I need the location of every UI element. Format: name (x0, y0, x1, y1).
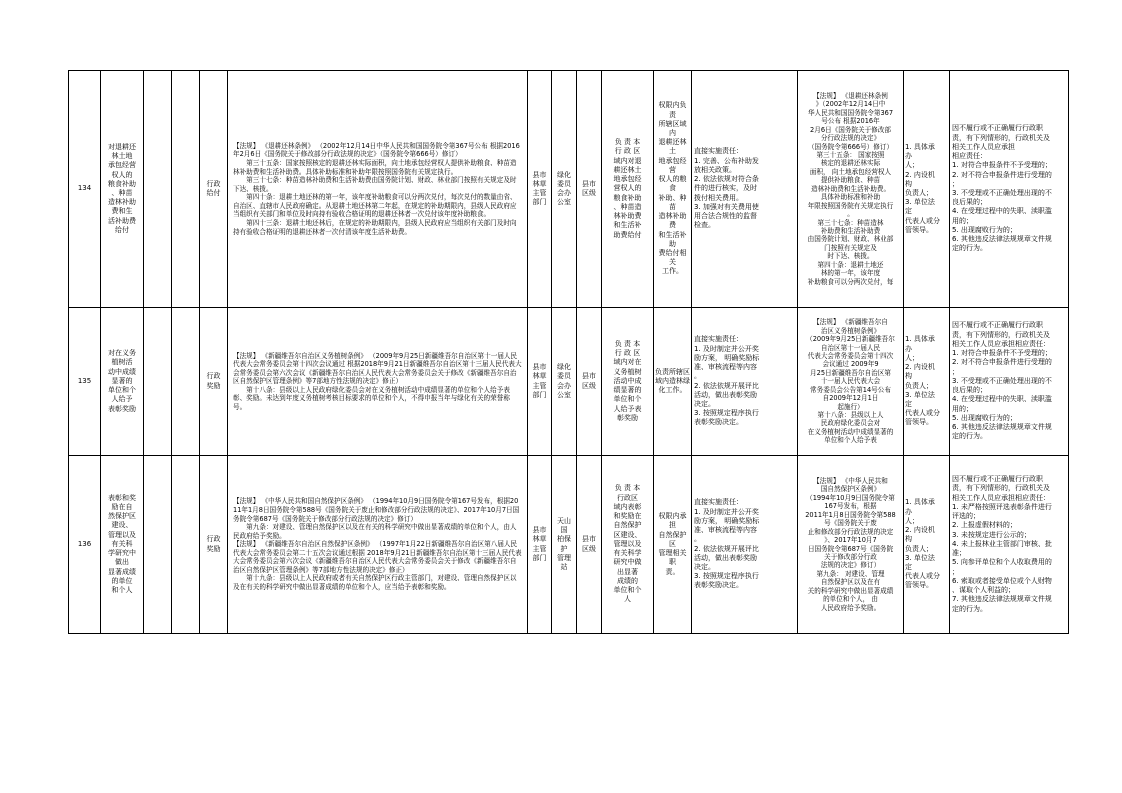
exercise-level: 县市 区级 (577, 456, 602, 634)
accountability-situations: 因不履行或不正确履行行政职 责，有下列情形的，行政机关及 相关工作人员应承担相应责任： 1. 对符合申报条件不予受理的； 2. 对不符合申报条件进行受理的 ； 3. 不受理或不正确处理出现的不 良后果的； 4. 在受理过程中的失职、渎职滥 用的； 5. 出现腐败行为的； 6. 其他违反法律法规规章文件规 定的行为。 (950, 308, 1069, 456)
responsible-subject: 1. 具体承 办 人； 2. 内设机 构 负责人； 3. 单位法 定 代表人或分 管领导。 (904, 308, 950, 456)
accountability-situations: 因不履行或不正确履行行政职 责，有下列情形的，行政机关及 相关工作人员应承担相应责任： 1. 未严格按照评选表彰条件进行 评选的； 2. 上报虚假材料的； 3. 未按规定进行公示的； 4. 未上报林业主管部门审核、批 准； 5. 向参评单位和个人收取费用的 ； 6. 索取或者接受单位或个人财物 、谋取个人利益的； 7. 其他违反法律法规规章文件规 定的行为。 (950, 456, 1069, 634)
table-row (69, 71, 1069, 308)
duty-matters: 直接实施责任： 1. 及时制定并公开奖 励方案， 明确奖励标 准、审核流程等内容 。 2. 依法依规开展评比 活动，做出表彰奖励 决定。 3. 按照规定程序执行 表彰奖励决定。 (692, 456, 798, 634)
accountability-situations: 因不履行或不正确履行行政职 责，有下列情形的，行政机关及 相关工作人员应承担 相应责任： 1. 对符合申报条件不予受理的； 2. 对不符合申报条件进行受理的 ； 3. 不受理或不正确处理出现的不 良后果的； 4. 在受理过程中的失职、渎职滥 用的； 5. 出现腐败行为的； 6. 其他违反法律法规规章文件规 定的行为。 (950, 71, 1069, 308)
duty-matters: 直接实施责任： 1. 及时制定并公开奖 励方案， 明确奖励标 准、审核流程等内容 。 2. 依法依规开展评比 活动，做出表彰奖励 决定。 3. 按照规定程序执行 表彰奖励决定。 (692, 308, 798, 456)
duty-basis: 【法规】 《中华人民共和 国自然保护区条例》 （1994年10月9日国务院令第 167号发布，根据 2011年1月8日国务院令第588 号《国务院关于废 止和修改部分行政法规的决定 》、2017年10月7 日国务院令第687号《国务院 关于修改部分行政 法规的决定》修订） 第九条： 对建设、管理 自然保护区以及在有 关的科学研究中做出显著成绩 的单位和个人， 由 人民政府给予奖励。 (798, 456, 904, 634)
power-content: 负 责 本 行 政 区 域内对退 耕还林土 地承包经 营权人的 粮食补助 、种苗造 林补助费 和生活补 助费给付 (602, 71, 654, 308)
item-type: 行政 奖励 (200, 456, 228, 634)
power-list-table (68, 70, 1069, 634)
row-number: 136 (69, 456, 101, 634)
legal-basis: 【法规】 《退耕还林条例》 （2002年12月14日中华人民共和国国务院令第367号公布 根据2016年2月6日《国务院关于修改部分行政法规的决定》（国务院令第666号）修订） 第三十五条：国家按照核定的退耕还林实际面积，向土地承包经营权人提供补助粮食、种苗造林补助费和生活补助费。具体补助标准和补助年限按照国务院有关规定执行。 第三十七条：种苗造林补助费和生活补助费由国务院计划、财政、林业部门按照有关规定及时下达、核拨。 第四十条：退耕土地还林的第一年，该年度补助粮食可以分两次兑付，每次兑付的数量由省、自治区、直辖市人民政府确定。从退耕土地还林第二年起，在规定的补助期限内，县级人民政府应当组织有关部门和单位及时向持有验收合格证明的退耕还林者一次兑付该年度补助粮食。 第四十三条：退耕土地还林后，在规定的补助期限内，县级人民政府应当组织有关部门及时向持有验收合格证明的退耕还林者一次付清该年度生活补助费。 (228, 71, 528, 308)
blank-cell (172, 456, 200, 634)
row-number: 134 (69, 71, 101, 308)
table-row (69, 308, 1069, 456)
item-name: 表彰和奖 励在自 然保护区 建设、 管理以及 有关科 学研究中 做出 显著成绩 的单位 和个人 (101, 456, 144, 634)
table-row (69, 456, 1069, 634)
item-name: 对在义务 植树活 动中成绩 显著的 单位和个 人给予 表彰奖励 (101, 308, 144, 456)
implementing-unit: 天山 国 柏保 护 管理 站 (552, 456, 577, 634)
sub-item (144, 71, 172, 308)
authority-scope: 权限内负 责 所辖区域 内 退耕还林 土 地承包经 营 权人的粮 食 补助、种 苗 造林补助 费 和生活补 助 费给付相 关 工作。 (654, 71, 692, 308)
exercise-level: 县市 区级 (577, 71, 602, 308)
power-content: 负 责 本 行政区 域内表彰 和奖励在 自然保护 区建设、 管理以及 有关科学 研究中做 出显著 成绩的 单位和个 人 (602, 456, 654, 634)
responsible-department: 县市 林草 主管 部门 (528, 456, 552, 634)
exercise-level: 县市 区级 (577, 308, 602, 456)
authority-scope: 权限内承 担 自然保护 区 管理相关 职 责。 (654, 456, 692, 634)
duty-basis: 【法规】 《新疆维吾尔自 治区义务植树条例》 （2009年9月25日新疆维吾尔 自治区第十一届人民 代表大会常务委员会第十四次 会议通过 2009年9 月25日新疆维吾尔自治区第 十一届人民代表大会 常务委员会公告第14号公布 自2009年12月1日 起施行） 第十八条：县级以上人 民政府绿化委员会对 在义务植树活动中成绩显著的 单位和个人给予表 (798, 308, 904, 456)
duty-basis: 【法规】 《退耕还林条例 》（2002年12月14日中 华人民共和国国务院令第367 号公布 根据2016年 2月6日《国务院关于修改部 分行政法规的决定》 （国务院令第666号）修订） 第三十五条： 国家按照 核定的退耕还林实际 面积， 向土地承包经营权人 提供补助粮食、种苗 造林补助费和生活补助费。 具体补助标准和补助 年限按照国务院有关规定执行 。 第三十七条：种苗造林 补助费和生活补助费 由国务院计划、财政、林业部 门按照有关规定及 时下达、核拨。 第四十条：退耕土地还 林的第一年，该年度 补助粮食可以分两次兑付，每 (798, 71, 904, 308)
item-name: 对退耕还 林土地 承包经营 权人的 粮食补助 、种苗 造林补助 费和生 活补助费 给付 (101, 71, 144, 308)
power-content: 负 责 本 行 政 区 域内对在 义务植树 活动中成 绩显著的 单位和个 人给予表 彰奖励 (602, 308, 654, 456)
responsible-department: 县市 林草 主管 部门 (528, 308, 552, 456)
responsible-subject: 1. 具体承 办 人； 2. 内设机 构 负责人； 3. 单位法 定 代表人或分 管领导。 (904, 456, 950, 634)
implementing-unit: 绿化 委员 会办 公室 (552, 71, 577, 308)
legal-basis: 【法规】 《中华人民共和国自然保护区条例》 （1994年10月9日国务院令第167号发布，根据2011年1月8日国务院令第588号《国务院关于废止和修改部分行政法规的决定》、2017年10月7日国务院令第687号《国务院关于修改部分行政法规的决定》修订） 第九条：对建设、管理自然保护区以及在有关的科学研究中做出显著成绩的单位和个人，由人民政府给予奖励。 【法规】 《新疆维吾尔自治区自然保护区条例》 （1997年1月22日新疆维吾尔自治区第八届人民代表大会常务委员会第二十五次会议通过根据 2018年9月21日新疆维吾尔自治区第十三届人民代表大会常务委员会第六次会议《新疆维吾尔自治区人民代表大会常务委员会关于修改《新疆维吾尔自治区自然保护区管理条例》等7部地方性法规的决定》修正） 第十九条：县级以上人民政府或者有关自然保护区行政主管部门，对建设、管理自然保护区以及在有关的科学研究中做出显著成绩的单位和个人，应当给予表彰和奖励。 (228, 456, 528, 634)
blank-cell (172, 71, 200, 308)
authority-scope: 负责所辖区 域内造林绿 化工作。 (654, 308, 692, 456)
legal-basis: 【法规】 《新疆维吾尔自治区义务植树条例》 （2009年9月25日新疆维吾尔自治区第十一届人民代表大会常务委员会第十四次会议通过 根据2018年9月21日新疆维吾尔自治区第十三届人民代表大会常务委员会第六次会议《新疆维吾尔自治区人民代表大会常务委员会关于修改《新疆维吾尔自治区自然保护区管理条例》等7部地方性法规的决定》修正） 第十八条：县级以上人民政府绿化委员会对在义务植树活动中成绩显著的单位和个人给予表彰、奖励。未达到年度义务植树考核目标要求的单位和个人，不得申报当年与绿化有关的荣誉称号。 (228, 308, 528, 456)
sub-item (144, 456, 172, 634)
implementing-unit: 绿化 委员 会办 公室 (552, 308, 577, 456)
item-type: 行政 给付 (200, 71, 228, 308)
responsible-department: 县市 林草 主管 部门 (528, 71, 552, 308)
duty-matters: 直接实施责任： 1. 完善、公布补助发 放相关政策。 2. 依法依规对符合条 件的进行核实，及时 拨付相关费用。 3. 加强对有关费用使 用合法合规性的监督 检查。 (692, 71, 798, 308)
item-type: 行政 奖励 (200, 308, 228, 456)
blank-cell (172, 308, 200, 456)
row-number: 135 (69, 308, 101, 456)
sub-item (144, 308, 172, 456)
responsible-subject: 1. 具体承 办 人； 2. 内设机 构 负责人； 3. 单位法 定 代表人或分 管领导。 (904, 71, 950, 308)
